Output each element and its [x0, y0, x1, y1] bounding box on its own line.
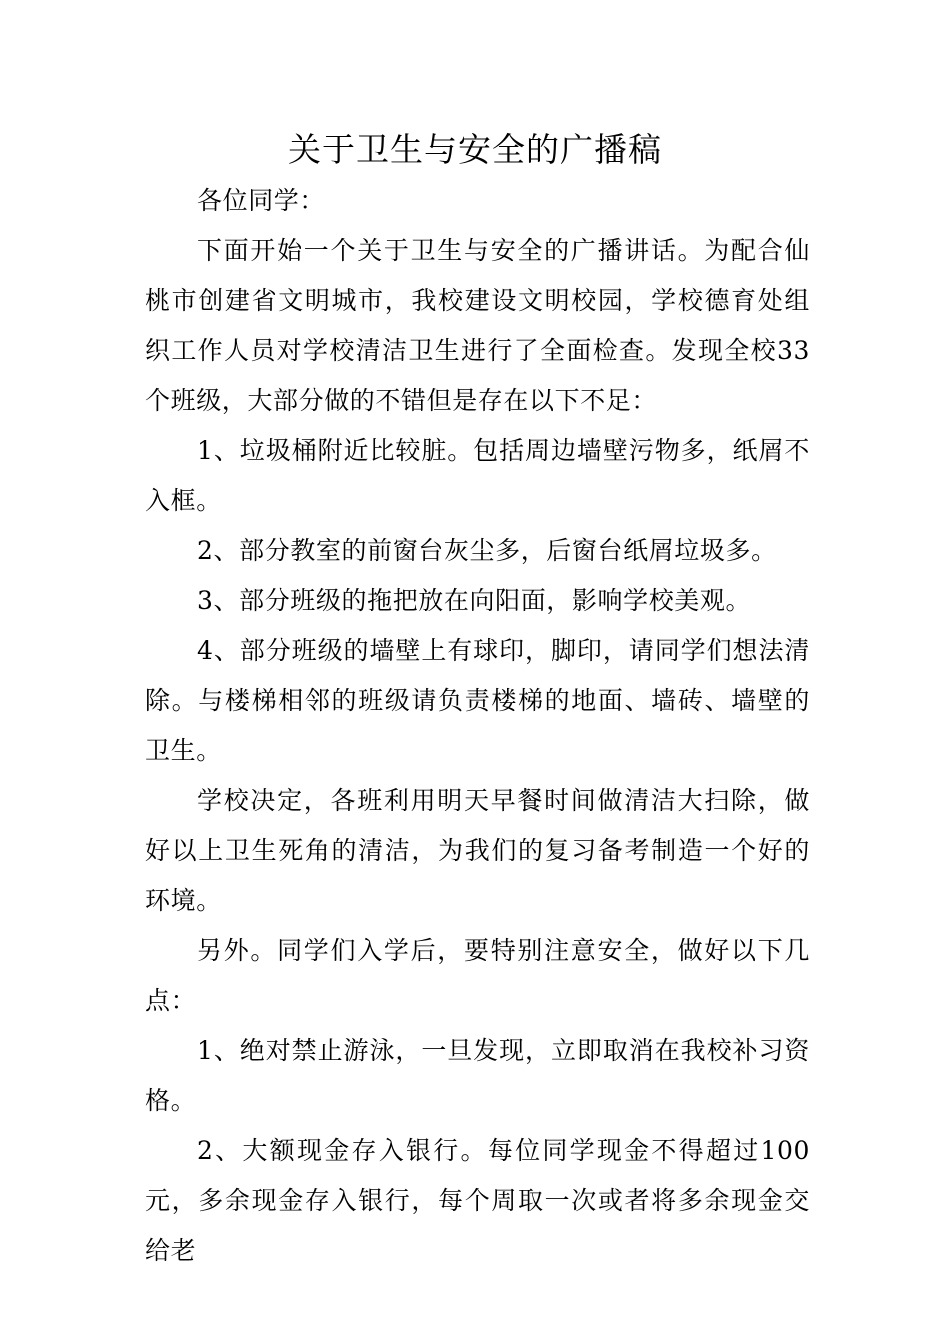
- intro-paragraph: 下面开始一个关于卫生与安全的广播讲话。为配合仙桃市创建省文明城市，我校建设文明校园，学校德育处组织工作人员对学校清洁卫生进行了全面检查。发现全校33个班级，大部分做的不错但是存在以下不足：: [145, 236, 810, 415]
- hygiene-item-2: 2、部分教室的前窗台灰尘多，后窗台纸屑垃圾多。: [197, 536, 777, 565]
- greeting-paragraph: 各位同学：: [197, 186, 326, 215]
- safety-intro-paragraph: 另外。同学们入学后，要特别注意安全，做好以下几点：: [145, 936, 810, 1015]
- safety-item-2: 2、大额现金存入银行。每位同学现金不得超过100元，多余现金存入银行，每个周取一次或者将多余现金交给老: [145, 1136, 810, 1265]
- document-body: [145, 176, 810, 1276]
- hygiene-item-1: 1、垃圾桶附近比较脏。包括周边墙壁污物多，纸屑不入框。: [145, 436, 810, 515]
- document-title: 关于卫生与安全的广播稿: [288, 130, 662, 169]
- decision-paragraph: 学校决定，各班利用明天早餐时间做清洁大扫除，做好以上卫生死角的清洁，为我们的复习备考制造一个好的环境。: [145, 786, 810, 915]
- hygiene-item-4: 4、部分班级的墙壁上有球印，脚印，请同学们想法清除。与楼梯相邻的班级请负责楼梯的地面、墙砖、墙壁的卫生。: [145, 636, 810, 765]
- safety-item-1: 1、绝对禁止游泳，一旦发现，立即取消在我校补习资格。: [145, 1036, 810, 1115]
- hygiene-item-3: 3、部分班级的拖把放在向阳面，影响学校美观。: [197, 586, 752, 615]
